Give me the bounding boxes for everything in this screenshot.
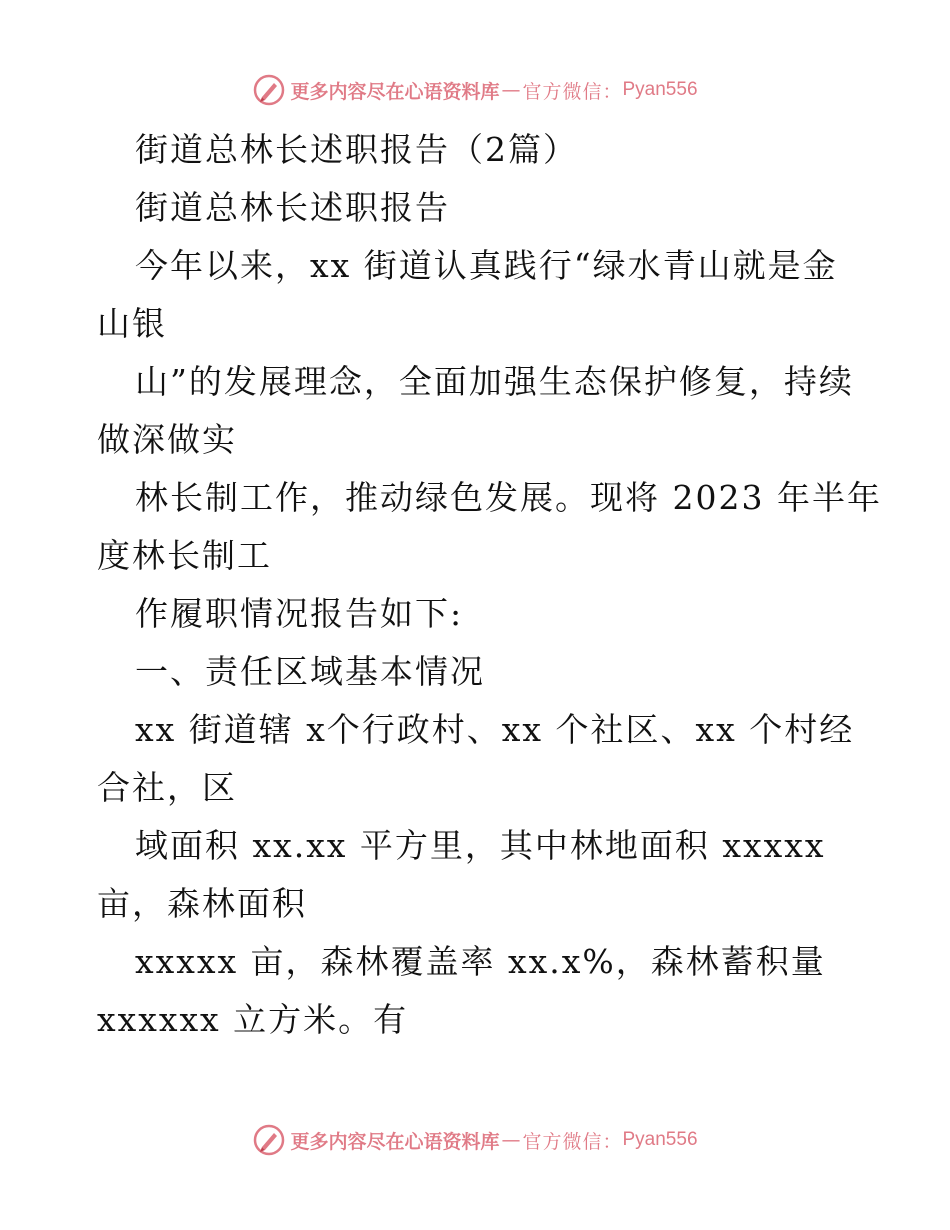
watermark-header	[0, 70, 950, 110]
watermark-brand: 更多内容尽在心语资料库	[290, 1130, 500, 1153]
paragraph-line: xxxxx 亩，森林覆盖率 xx.x%，森林蓄积量	[135, 942, 826, 981]
pen-logo-icon	[252, 73, 286, 107]
watermark-footer	[0, 1120, 950, 1160]
paragraph-line: 域面积 xx.xx 平方里，其中林地面积 xxxxx	[135, 826, 826, 865]
paragraph-line: 山银	[97, 304, 167, 343]
paragraph-line: 作履职情况报告如下:	[135, 594, 464, 633]
paragraph-line: 合社，区	[97, 768, 237, 807]
watermark-id: Pyan556	[622, 79, 698, 100]
document-subtitle: 街道总林长述职报告	[135, 188, 450, 227]
paragraph-line: 度林长制工	[97, 536, 272, 575]
watermark-official: 官方微信：	[522, 1130, 623, 1153]
watermark-brand: 更多内容尽在心语资料库	[290, 80, 500, 103]
watermark-id: Pyan556	[622, 1129, 698, 1150]
section-heading: 一、责任区域基本情况	[135, 652, 485, 691]
pen-logo-icon	[252, 1123, 286, 1157]
paragraph-line: 亩，森林面积	[97, 884, 307, 923]
watermark-dash: —	[501, 79, 521, 101]
paragraph-line: 做深做实	[97, 420, 237, 459]
document-body	[97, 121, 882, 1049]
paragraph-line: 今年以来，xx 街道认真践行“绿水青山就是金	[135, 246, 838, 285]
watermark-dash: —	[501, 1129, 521, 1151]
watermark-official: 官方微信：	[522, 80, 623, 103]
paragraph-line: 林长制工作，推动绿色发展。现将 2023 年半年	[135, 478, 882, 517]
paragraph-line: 山”的发展理念，全面加强生态保护修复，持续	[135, 362, 854, 401]
paragraph-line: xxxxxx 立方米。有	[97, 1000, 409, 1039]
document-title: 街道总林长述职报告（2篇）	[135, 130, 578, 169]
paragraph-line: xx 街道辖 x个行政村、xx 个社区、xx 个村经	[135, 710, 855, 749]
